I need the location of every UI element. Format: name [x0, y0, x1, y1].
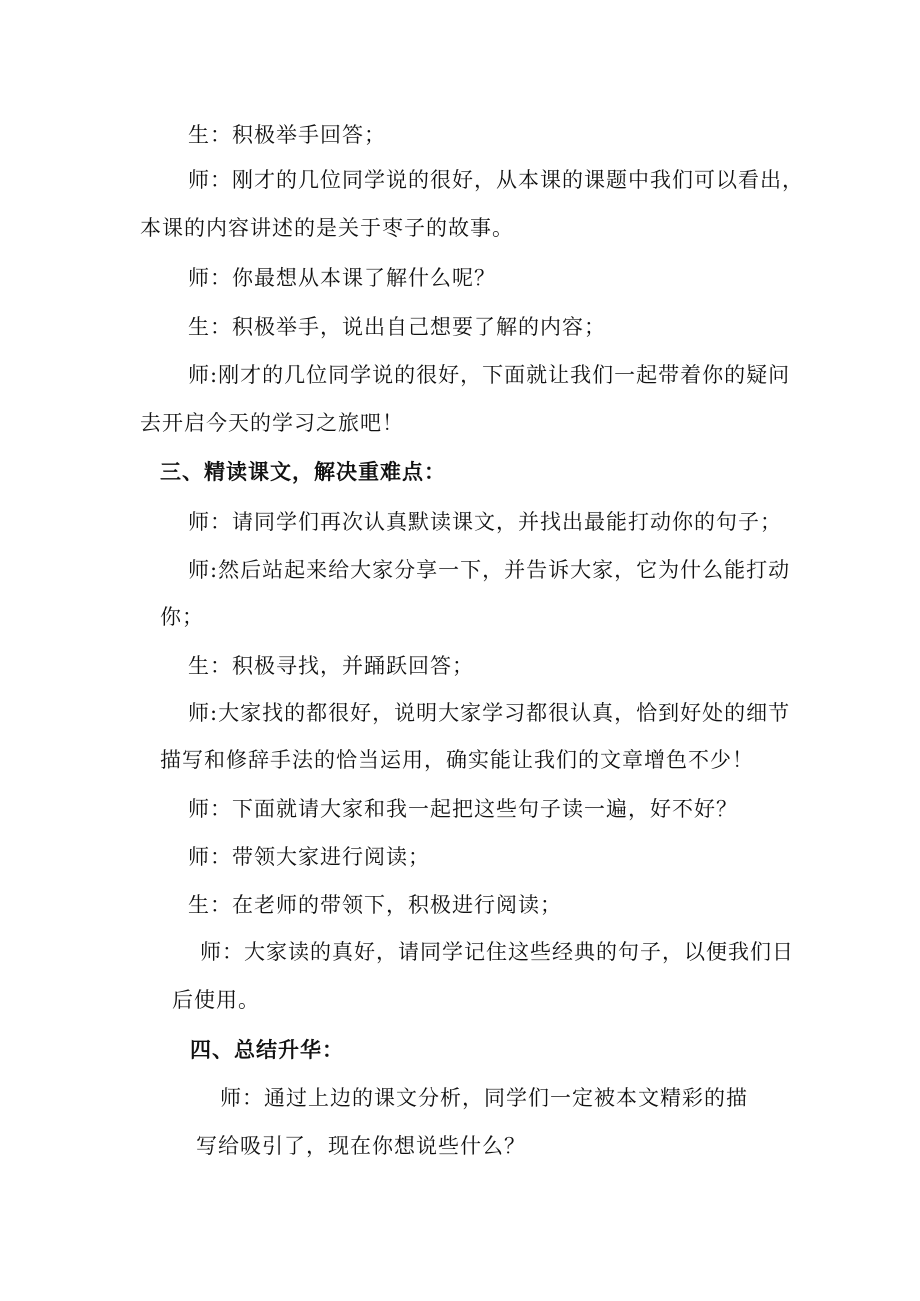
section-heading-3: 三、精读课文，解决重难点： [160, 460, 446, 484]
paragraph-teacher-8: 师：带领大家进行阅读； [188, 845, 430, 869]
paragraph-teacher-1: 师：刚才的几位同学说的很好，从本课的课题中我们可以看出， [188, 168, 804, 192]
paragraph-teacher-7: 师：下面就请大家和我一起把这些句子读一遍，好不好？ [188, 797, 738, 821]
paragraph-teacher-10-cont: 写给吸引了，现在你想说些什么？ [196, 1134, 526, 1158]
paragraph-teacher-1-cont: 本课的内容讲述的是关于枣子的故事。 [140, 216, 514, 240]
paragraph-teacher-5-cont: 你； [160, 605, 204, 629]
paragraph-teacher-2: 师：你最想从本课了解什么呢？ [188, 266, 496, 290]
paragraph-student-answer-1: 生：积极举手回答； [188, 123, 386, 147]
paragraph-teacher-3-cont: 去开启今天的学习之旅吧！ [140, 411, 404, 435]
paragraph-teacher-4: 师：请同学们再次认真默读课文，并找出最能打动你的句子； [188, 510, 782, 534]
paragraph-student-answer-3: 生：积极寻找，并踊跃回答； [188, 654, 474, 678]
paragraph-teacher-9-cont: 后使用。 [172, 988, 260, 1012]
paragraph-teacher-6-cont: 描写和修辞手法的恰当运用，确实能让我们的文章增色不少！ [160, 748, 754, 772]
paragraph-student-answer-4: 生：在老师的带领下，积极进行阅读； [188, 893, 562, 917]
paragraph-teacher-3: 师:刚才的几位同学说的很好，下面就让我们一起带着你的疑问 [188, 363, 791, 387]
paragraph-student-answer-2: 生：积极举手，说出自己想要了解的内容； [188, 315, 606, 339]
paragraph-teacher-6: 师:大家找的都很好，说明大家学习都很认真，恰到好处的细节 [188, 701, 791, 725]
paragraph-teacher-9: 师：大家读的真好，请同学记住这些经典的句子，以便我们日 [200, 940, 794, 964]
paragraph-teacher-10: 师：通过上边的课文分析，同学们一定被本文精彩的描 [220, 1086, 748, 1110]
paragraph-teacher-5: 师:然后站起来给大家分享一下，并告诉大家，它为什么能打动 [188, 558, 791, 582]
section-heading-4: 四、总结升华： [190, 1038, 344, 1062]
